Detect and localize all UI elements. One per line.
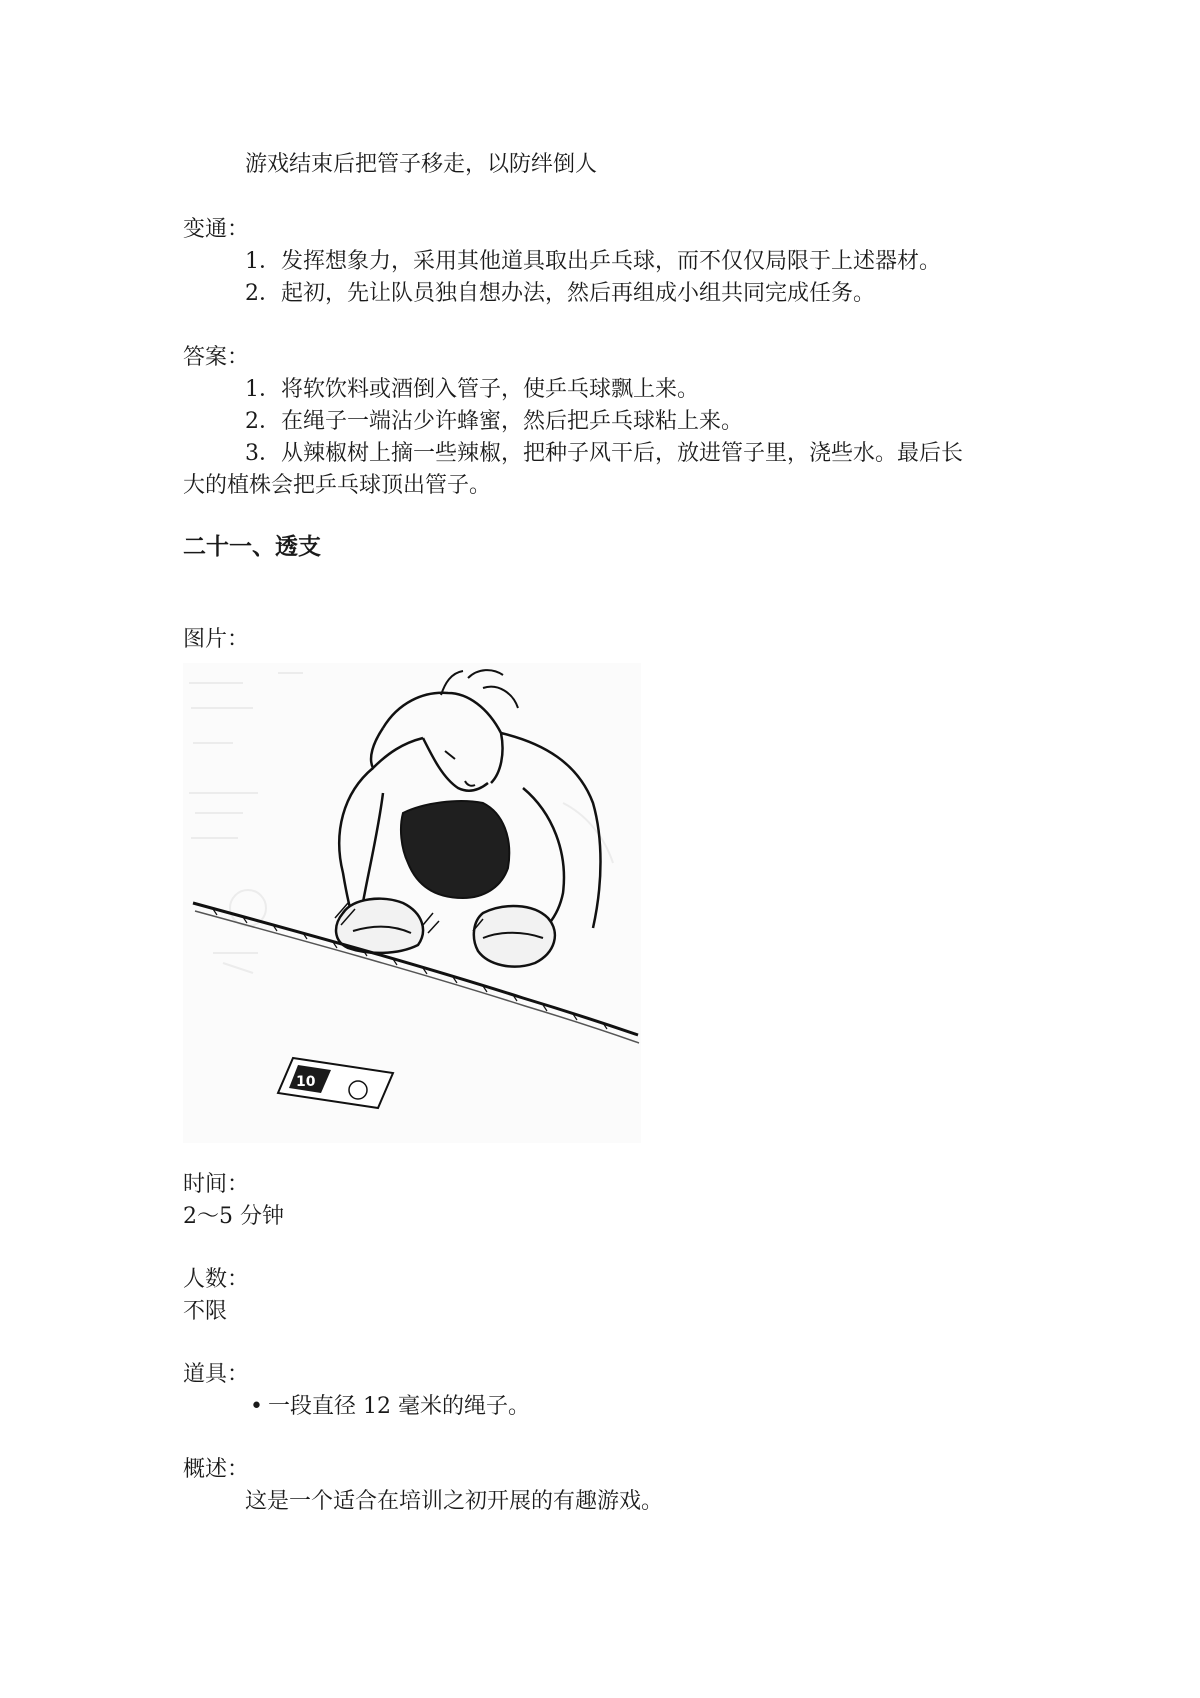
props-item: 一段直径 12 毫米的绳子。 [268,1394,530,1419]
time-label: 时间： [183,1172,250,1197]
answer-item-1: 1．将软饮料或酒倒入管子，使乒乓球飘上来。 [245,377,699,402]
people-label: 人数： [183,1267,250,1292]
illustration-background [183,663,641,1143]
banknote-text: 10 [296,1074,316,1090]
variation-item-2: 2．起初，先让队员独自想办法，然后再组成小组共同完成任务。 [245,281,875,306]
variations-label: 变通： [183,217,250,242]
props-label: 道具： [183,1362,250,1387]
illustration-crouching-person [183,663,641,1143]
variation-item-1: 1．发挥想象力，采用其他道具取出乒乓球，而不仅仅局限于上述器材。 [245,249,941,274]
overview-label: 概述： [183,1457,250,1482]
top-note: 游戏结束后把管子移走，以防绊倒人 [245,152,598,177]
overview-text: 这是一个适合在培训之初开展的有趣游戏。 [245,1489,664,1514]
answer-item-3: 3．从辣椒树上摘一些辣椒，把种子风干后，放进管子里，浇些水。最后长 [245,441,963,466]
answer-item-2: 2．在绳子一端沾少许蜂蜜，然后把乒乓球粘上来。 [245,409,743,434]
people-value: 不限 [183,1299,228,1324]
picture-label: 图片： [183,627,250,652]
props-bullet: • [250,1394,263,1419]
time-value: 2～5 分钟 [183,1204,284,1229]
answer-item-3-continued: 大的植株会把乒乓球顶出管子。 [183,473,492,498]
section-title: 二十一、透支 [183,534,321,560]
answers-label: 答案： [183,345,250,370]
